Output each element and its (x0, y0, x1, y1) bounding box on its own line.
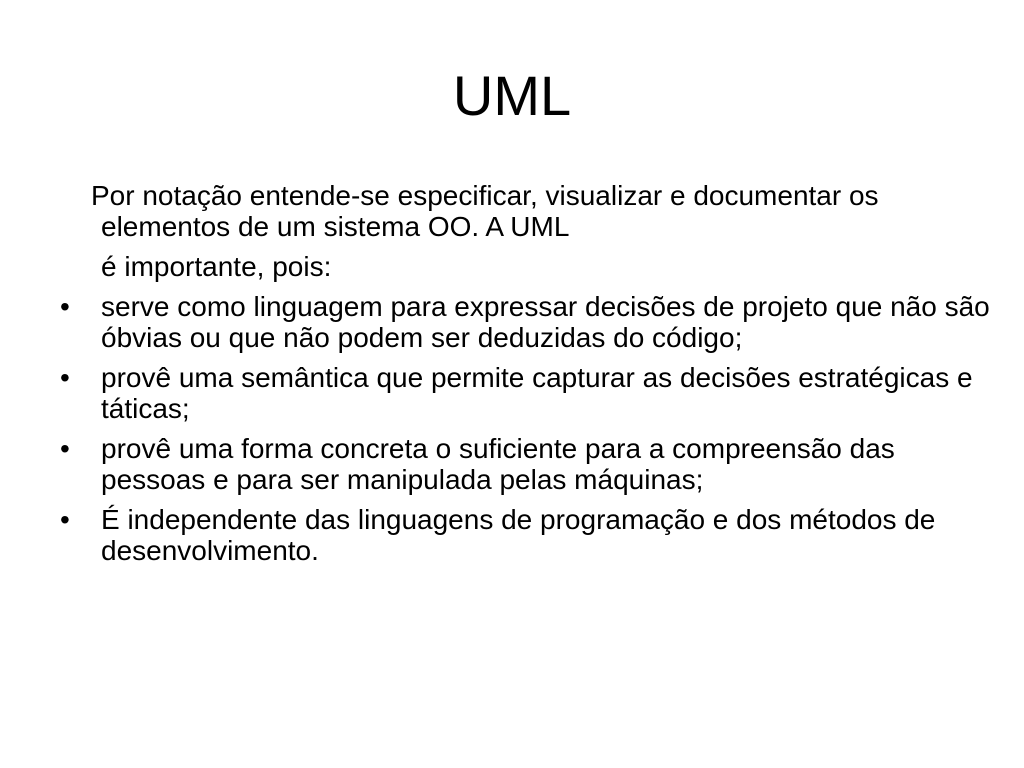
bullet-text: serve como linguagem para expressar decisões de projeto que não são óbvias ou que não podem ser deduzidas do código; (101, 291, 990, 353)
intro-continuation-text: é importante, pois: (101, 251, 332, 282)
bullet-icon: • (60, 433, 70, 464)
intro-continuation (60, 251, 990, 282)
bullet-text: provê uma forma concreta o suficiente para a compreensão das pessoas e para ser manipulada pelas máquinas; (101, 433, 895, 495)
slide-title: UML (452, 64, 572, 127)
bullet-text: provê uma semântica que permite capturar as decisões estratégicas e táticas; (101, 362, 973, 424)
bullet-item (60, 504, 990, 566)
bullet-icon: • (60, 362, 70, 393)
intro-paragraph (60, 180, 990, 242)
bullet-item (60, 362, 990, 424)
bullet-icon: • (60, 504, 70, 535)
bullet-icon: • (60, 291, 70, 322)
bullet-item (60, 433, 990, 495)
bullet-item (60, 291, 990, 353)
slide-body (60, 180, 990, 575)
bullet-text: É independente das linguagens de programação e dos métodos de desenvolvimento. (101, 504, 936, 566)
intro-text: Por notação entende-se especificar, visualizar e documentar os elementos de um sistema OO. A UML (91, 180, 879, 242)
